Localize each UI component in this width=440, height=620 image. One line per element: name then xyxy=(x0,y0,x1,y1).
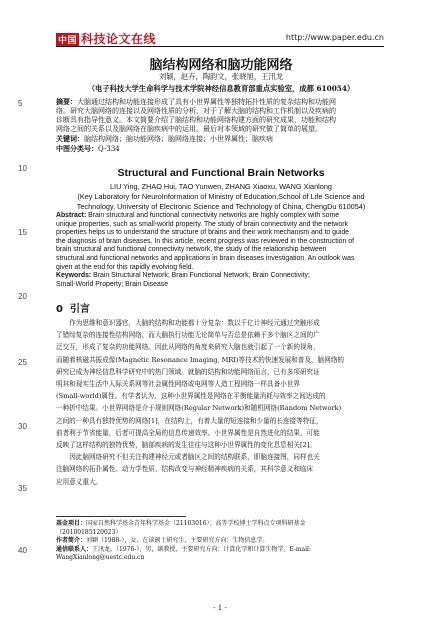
footnote-email[interactable]: WangXianlong@uestc.edu.cn xyxy=(56,554,145,562)
abstract-en-line: given at the end for this rapidly evolving field. xyxy=(56,263,194,271)
abstract-en-line: brain structural and functional connectivity network, the study of the relationship between xyxy=(56,246,327,254)
line-number-35: 35 xyxy=(18,484,27,493)
section-number: 0 xyxy=(56,304,63,315)
footnote-funding-cont: （20100185120023） xyxy=(56,528,122,536)
abstract-en-line: properties helps us to understand the structure of brains and their work mechanism and to guide xyxy=(56,229,350,237)
page-number: - 1 - xyxy=(213,604,227,612)
body-line: 明其和现实生活中人际关系网等社会属性网络或电网等人造工程网络一样具备小世界 xyxy=(56,380,300,389)
abstract-en-label: Abstract: xyxy=(56,212,87,219)
body-line: 一种折中结果。小世界网络是介于规则网络(Regular Network)和随机网络(Random Network) xyxy=(56,404,342,413)
affiliation-en xyxy=(56,192,386,211)
affiliation-en-line: Technology, University of Electronic Science and Technology of China, ChengDu 610054) xyxy=(76,201,366,211)
line-number-40: 40 xyxy=(18,546,27,555)
authors: 刘颖，赵卉，陶韵文，张晓旭，王汛龙 xyxy=(158,72,284,81)
abstract-cn-line: 络。研究大脑网络的连接以及网络性质的分析，对于了解大脑的结构和工作机制以及疾病的 xyxy=(56,107,336,115)
footnotes xyxy=(56,520,386,563)
abstract-en-line: structural and functional networks and applications in brain diseases investigation. An outlook was xyxy=(56,254,355,262)
paper-title: 脑结构网络和脑功能网络 xyxy=(149,58,293,73)
abstract-cn-line: 网络之间的关系以及脑网络在脑疾病中的运用。最后对本领域的研究做了简单的展望。 xyxy=(56,125,322,133)
line-number-30: 30 xyxy=(18,422,27,431)
abstract-en-line: Abstract: Brain structural and functional connectivity networks are highly complex with some xyxy=(56,212,340,219)
abstract-en-line: the diagnosis of brain diseases. In this article, recent progress was reviewed in the construction of xyxy=(56,237,354,245)
page-header xyxy=(0,0,440,46)
line-number-20: 20 xyxy=(18,292,27,301)
affiliation: （电子科技大学生命科学与技术学院神经信息教育部重点实验室，成都 610054） xyxy=(87,84,355,93)
keywords-en: Keywords: Brain Structural Network; Brain Functional Network; Brain Connectivity; xyxy=(56,272,310,280)
keywords-en-label: Keywords: xyxy=(56,272,92,280)
body-line: 反映了这样结构的独特优势，脑部疾病的发生往往与这种小世界属性的变化息息相关[2]。 xyxy=(56,441,316,450)
keywords-en-line: Small-World Property; Brain Disease xyxy=(56,280,169,288)
keywords-cn: 关键词：脑结构网络；脑功能网络；脑网络连接；小世界属性；脑疾病 xyxy=(56,134,273,143)
line-number-15: 15 xyxy=(18,228,27,237)
abstract-cn xyxy=(56,97,386,154)
abstract-en xyxy=(56,212,386,289)
footnote-funding: 基金项目：国家自然科学基金青年科学基金（21103016）；高等学校博士学科点专项科研基金 xyxy=(56,520,306,527)
footnote-contact: 通信联系人：王汛龙，（1976-），男，副教授，主要研究方向：计算化学和计算生物学。E-mail: xyxy=(56,545,311,553)
body-line: 因此脑网络研究不但关注构建神经元或者脑区之间的结构联系，即脑连接图，同样也关 xyxy=(69,453,320,462)
section-title: 引言 xyxy=(69,304,90,315)
body-line: 之间的一种具有独特优势的网络[1]，在结构上，有着大量的短连接和少量的长连接等特征， xyxy=(56,416,323,425)
body-line: 前者利于节省能量，后者可提高全局的信息传递效率。小世界属性是自然进化的结果，可能 xyxy=(56,428,320,437)
header-rule xyxy=(56,46,384,47)
logo-text: 科技论文在线 xyxy=(81,32,157,46)
footnote-author: 作者简介：刘颖（1988-），女，在读硕士研究生，主要研究方向：生物信息学。 xyxy=(56,537,269,545)
body-line: 作为思维和意识器官，大脑的结构和功能都十分复杂：数以千亿计神经元通过突触形成 xyxy=(69,319,320,327)
body-text xyxy=(56,317,386,488)
line-number-10: 10 xyxy=(18,164,27,173)
affiliation-en-line: (Key Laboratory for NeuroInformation of Ministry of Education,School of Life Science and xyxy=(77,192,365,201)
abstract-en-line: unique properties, such as small-world property. The study of brain connectivity and the network xyxy=(56,220,348,228)
clc-label: 中图分类号： xyxy=(56,144,98,153)
abstract-cn-line: 摘要：大脑通过结构和功能连接形成了具有小世界属性等独特拓扑性质的复杂结构和功能网 xyxy=(56,97,336,106)
abstract-cn-label: 摘要： xyxy=(56,97,77,106)
footnote-rule xyxy=(56,516,186,517)
site-logo[interactable] xyxy=(56,30,156,47)
body-line: 而随着核磁共振成像(Magnetic Resonance Imaging, MRI)等技术的快速发展和普及，脑网络的 xyxy=(56,355,345,364)
logo-mark: 中国 xyxy=(56,33,79,46)
paper-title-en: Structural and Functional Brain Networks xyxy=(117,167,325,179)
keywords-cn-label: 关键词： xyxy=(56,134,84,143)
body-line: (Small-world)属性。有学者认为，这种小世界属性是网络在平衡能量消耗与效率之间达成的 xyxy=(56,392,326,401)
body-line: 注脑网络的拓扑属性、动力学性质、结构改变与神经精神疾病的关系，其科学意义和临床 xyxy=(56,465,314,474)
clc-number: 中图分类号：Q-334 xyxy=(56,144,120,153)
abstract-cn-line: 诊断具有指导性意义。本文简要介绍了脑结构和功能网络构建方面的研究成果，功能和结构 xyxy=(56,116,336,124)
authors-en: LIU Ying, ZHAO Hui, TAO Yunwen, ZHANG Xiaoxu, WANG Xianlong xyxy=(110,182,332,191)
line-number-5: 5 xyxy=(18,99,23,108)
section-heading xyxy=(56,300,386,315)
body-line: 研究已成为神经信息科学研究中的热门领域。就脑的结构和功能网络而言，已有多项研究证 xyxy=(56,367,320,376)
body-line: 泛交互，形成了复杂的功能网络。因此从网络的角度来研究大脑也就引起了一个新的视角， xyxy=(56,343,320,352)
body-line: 了错综复杂的连接性结构网络，而大脑执行功能无论简单与否总是依赖于多个脑区之间的广 xyxy=(56,331,320,340)
line-number-25: 25 xyxy=(18,358,27,367)
body-line: 应用意义重大。 xyxy=(56,477,103,486)
site-url[interactable]: http://www.paper.edu.cn xyxy=(285,33,384,42)
